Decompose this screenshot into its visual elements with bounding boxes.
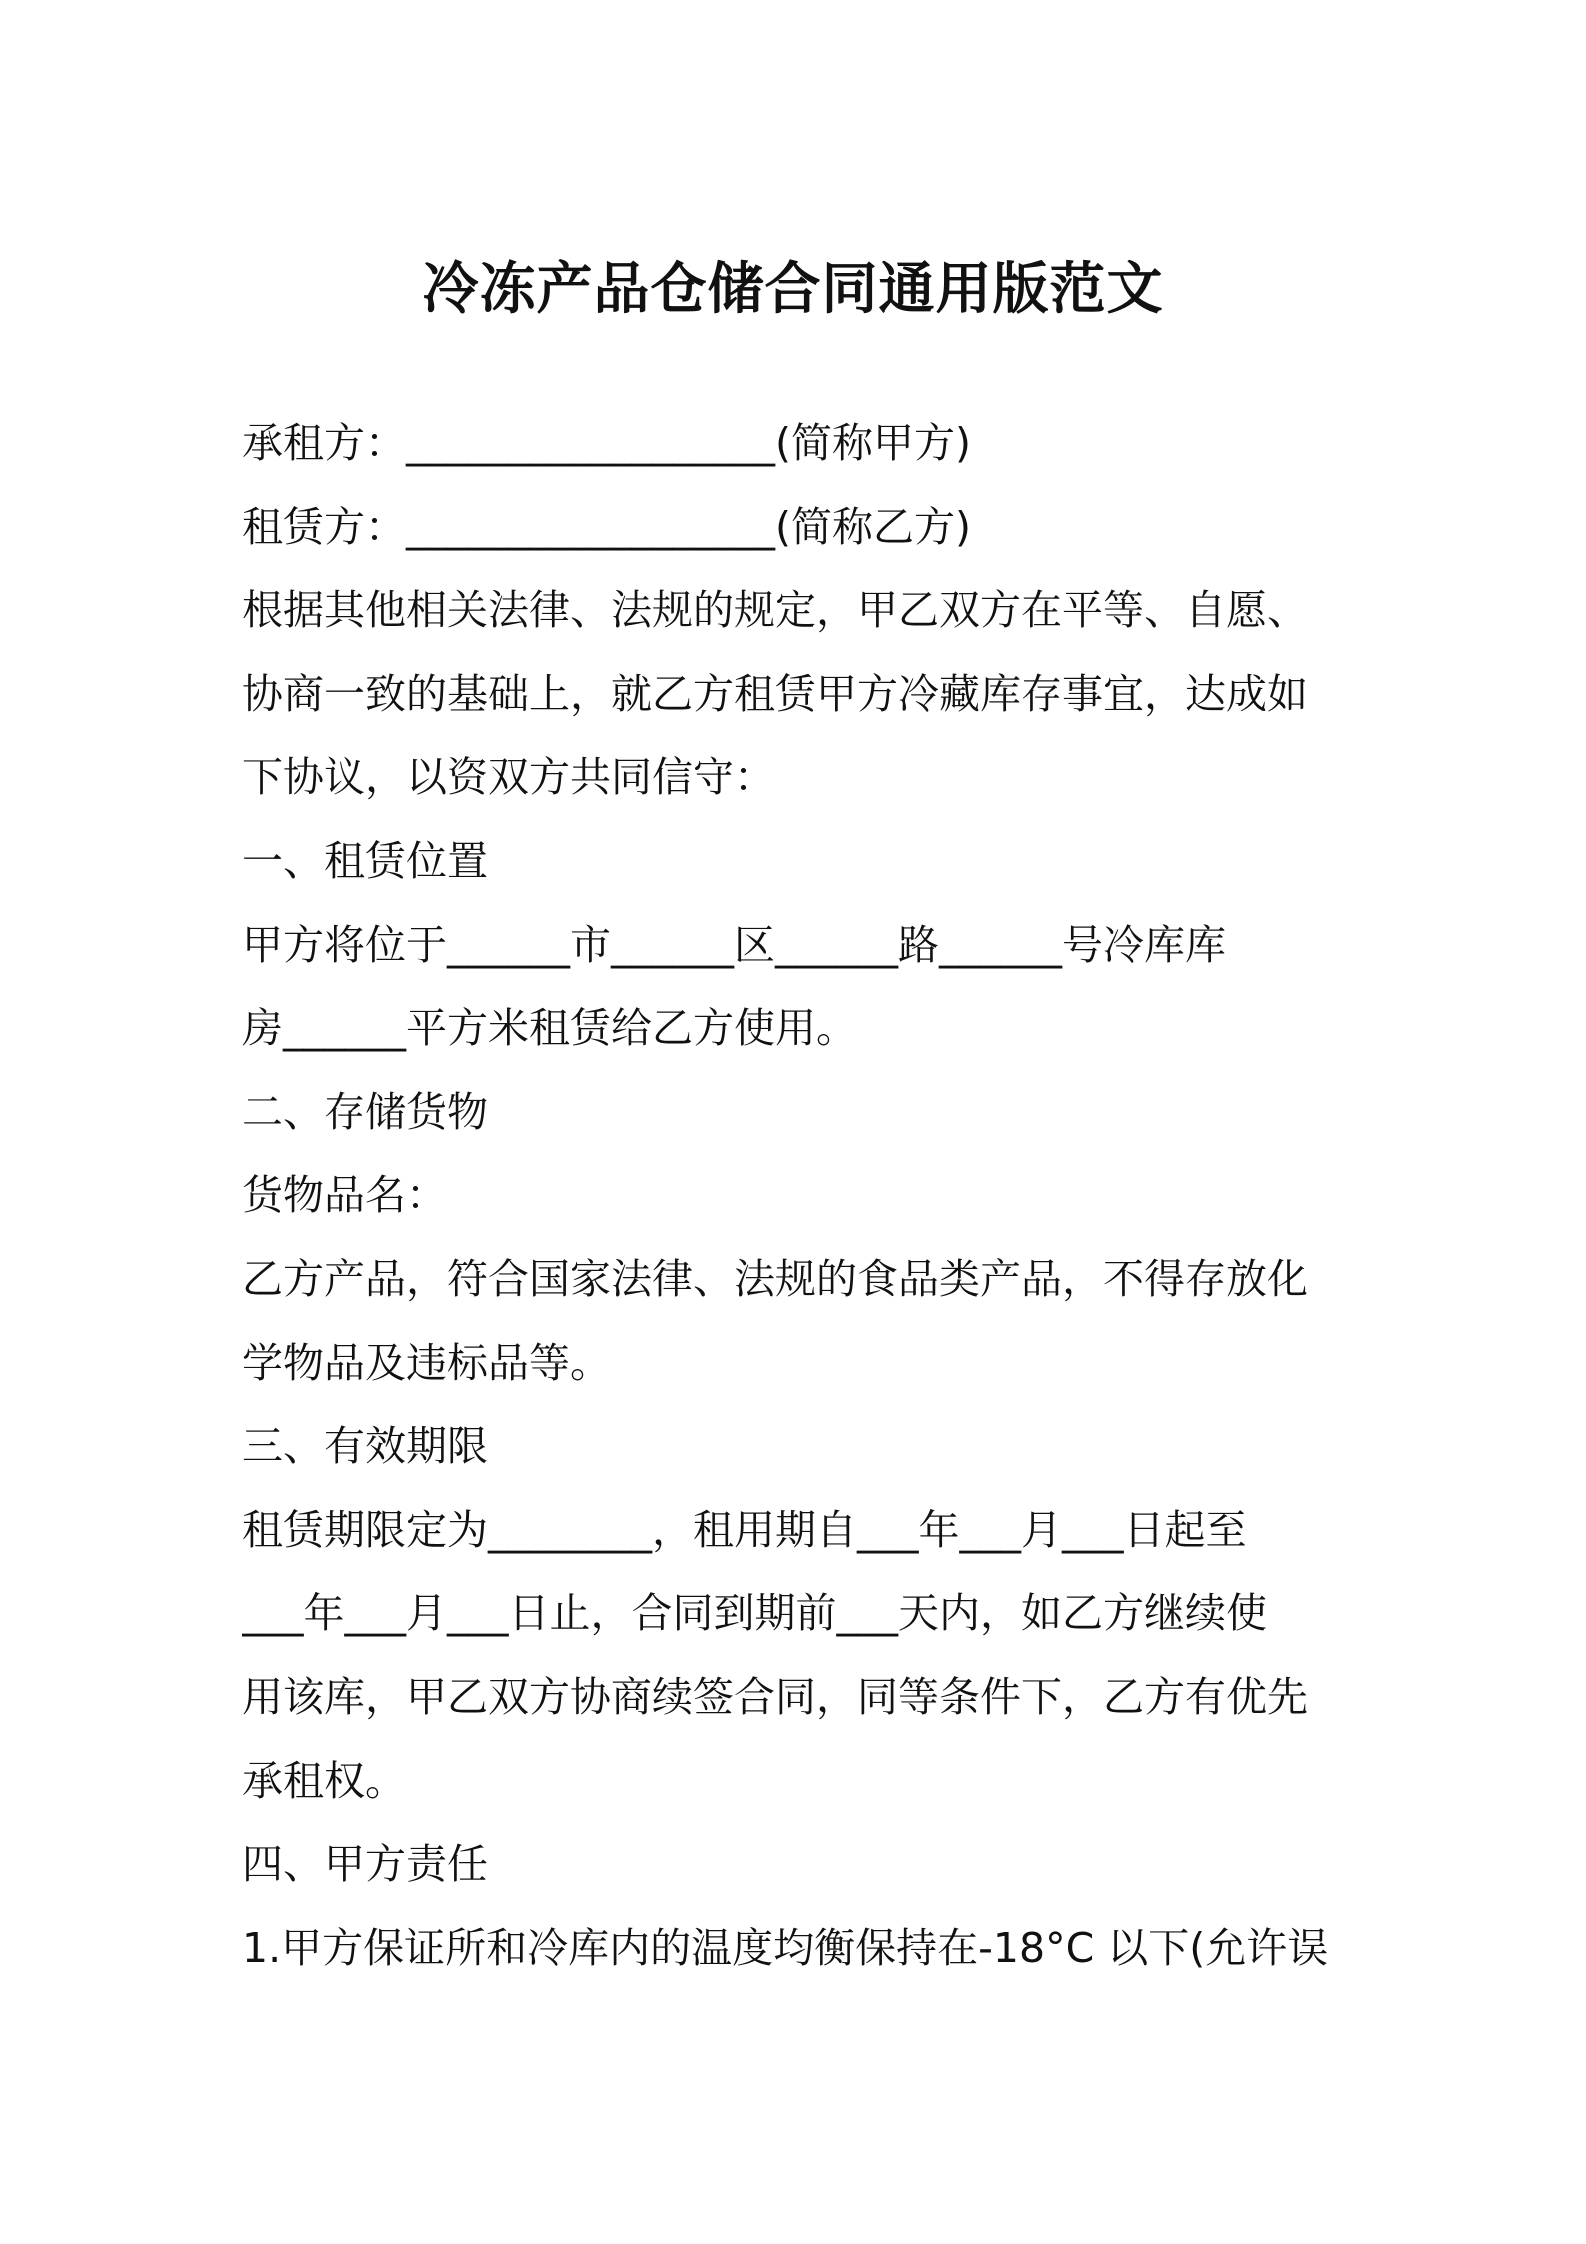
goods-name-line: 货物品名： xyxy=(242,1171,447,1220)
preamble-line-1: 根据其他相关法律、法规的规定，甲乙双方在平等、自愿、 xyxy=(242,586,1308,635)
term-line-1: 租赁期限定为________，租用期自___年___月___日起至 xyxy=(242,1505,1247,1554)
lessee-line: 租赁方：__________________(简称乙方) xyxy=(242,502,971,551)
goods-line-2: 学物品及违标品等。 xyxy=(242,1338,611,1387)
location-line-2: 房______平方米租赁给乙方使用。 xyxy=(242,1004,857,1053)
section-heading-goods: 二、存储货物 xyxy=(242,1087,488,1136)
goods-line-1: 乙方产品，符合国家法律、法规的食品类产品，不得存放化 xyxy=(242,1254,1308,1303)
party-a-line-1: 1.甲方保证所和冷库内的温度均衡保持在-18°C 以下(允许误 xyxy=(242,1923,1329,1972)
lessor-line: 承租方：__________________(简称甲方) xyxy=(242,419,971,467)
location-line-1: 甲方将位于______市______区______路______号冷库库 xyxy=(242,920,1226,969)
preamble-line-3: 下协议，以资双方共同信守： xyxy=(242,753,775,802)
preamble-line-2: 协商一致的基础上，就乙方租赁甲方冷藏库存事宜，达成如 xyxy=(242,669,1308,718)
document-body xyxy=(242,402,1352,1990)
section-heading-party-a: 四、甲方责任 xyxy=(242,1840,488,1889)
term-line-3: 用该库，甲乙双方协商续签合同，同等条件下，乙方有优先 xyxy=(242,1672,1308,1721)
term-line-4: 承租权。 xyxy=(242,1756,406,1805)
document-title: 冷冻产品仓储合同通用版范文 xyxy=(422,257,1164,322)
section-heading-location: 一、租赁位置 xyxy=(242,836,488,885)
term-line-2: ___年___月___日止，合同到期前___天内，如乙方继续使 xyxy=(242,1589,1267,1638)
section-heading-term: 三、有效期限 xyxy=(242,1422,488,1471)
